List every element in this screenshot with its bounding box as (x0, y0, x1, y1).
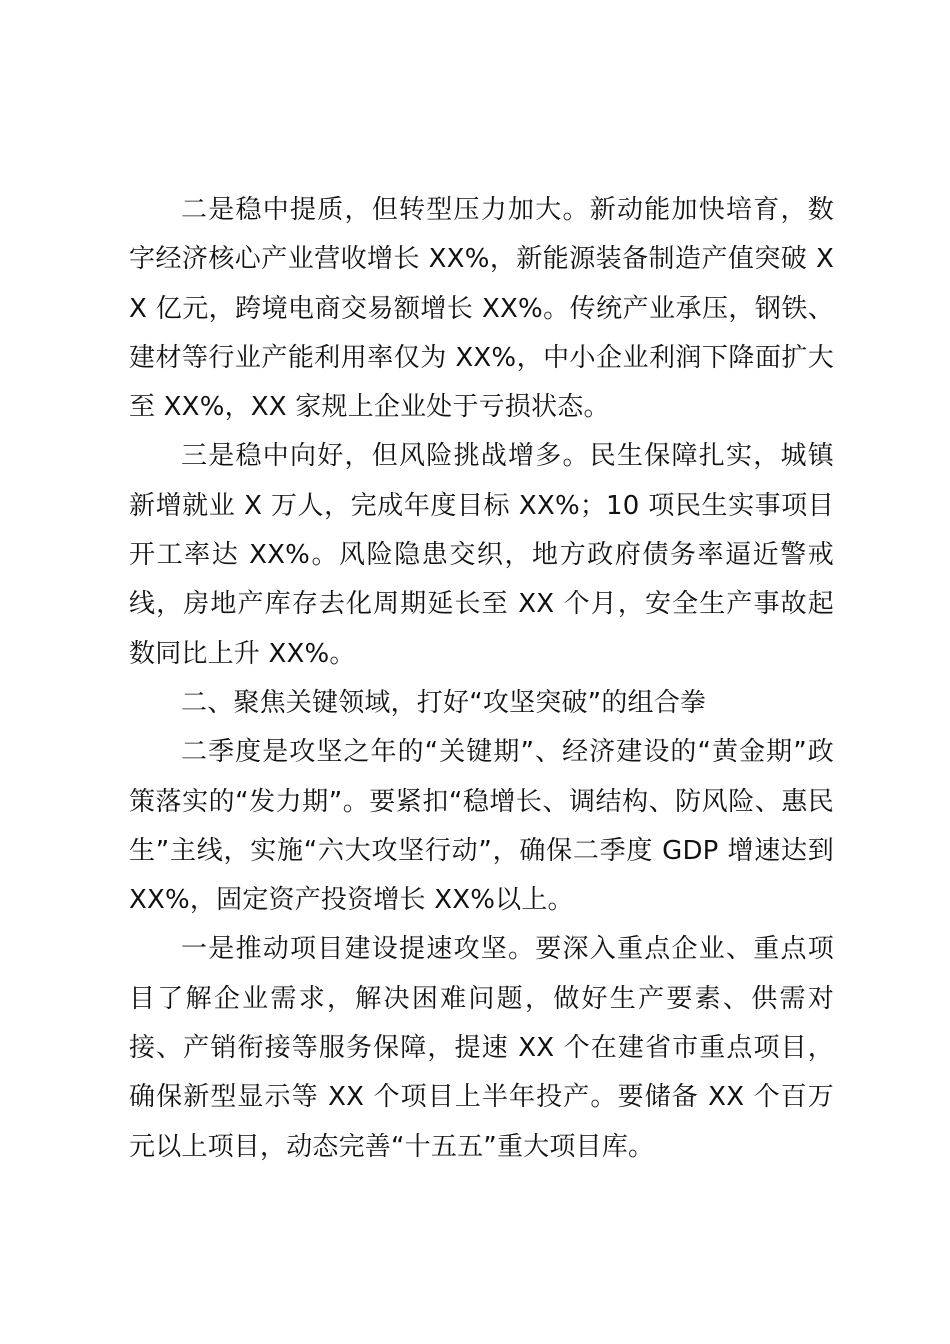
section-heading-key-areas: 二、聚焦关键领域，打好“攻坚突破”的组合拳 (181, 687, 707, 718)
paragraph-second-quarter: 二季度是攻坚之年的“关键期”、经济建设的“黄金期”政策落实的“发力期”。要紧扣“稳增长、调结构、防风险、惠民生”主线，实施“六大攻坚行动”，确保二季度 GDP 增速达到 XX%，固定资产投资增长 XX%以上。 (129, 737, 834, 916)
document-body (129, 186, 834, 1172)
paragraph-risk-challenges: 三是稳中向好，但风险挑战增多。民生保障扎实，城镇新增就业 X 万人，完成年度目标 XX%；10 项民生实事项目开工率达 XX%。风险隐患交织，地方政府债务率逼近警戒线，房地产库存去化周期延长至 XX 个月，安全生产事故起数同比上升 XX%。 (129, 441, 834, 669)
paragraph-transformation-pressure: 二是稳中提质，但转型压力加大。新动能加快培育，数字经济核心产业营收增长 XX%，新能源装备制造产值突破 XX 亿元，跨境电商交易额增长 XX%。传统产业承压，钢铁、建材等行业产能利用率仅为 XX%，中小企业利润下降面扩大至 XX%，XX 家规上企业处于亏损状态。 (129, 195, 834, 423)
paragraph-project-construction: 一是推动项目建设提速攻坚。要深入重点企业、重点项目了解企业需求，解决困难问题，做好生产要素、供需对接、产销衔接等服务保障，提速 XX 个在建省市重点项目，确保新型显示等 XX 个项目上半年投产。要储备 XX 个百万元以上项目，动态完善“十五五”重大项目库。 (129, 934, 834, 1162)
